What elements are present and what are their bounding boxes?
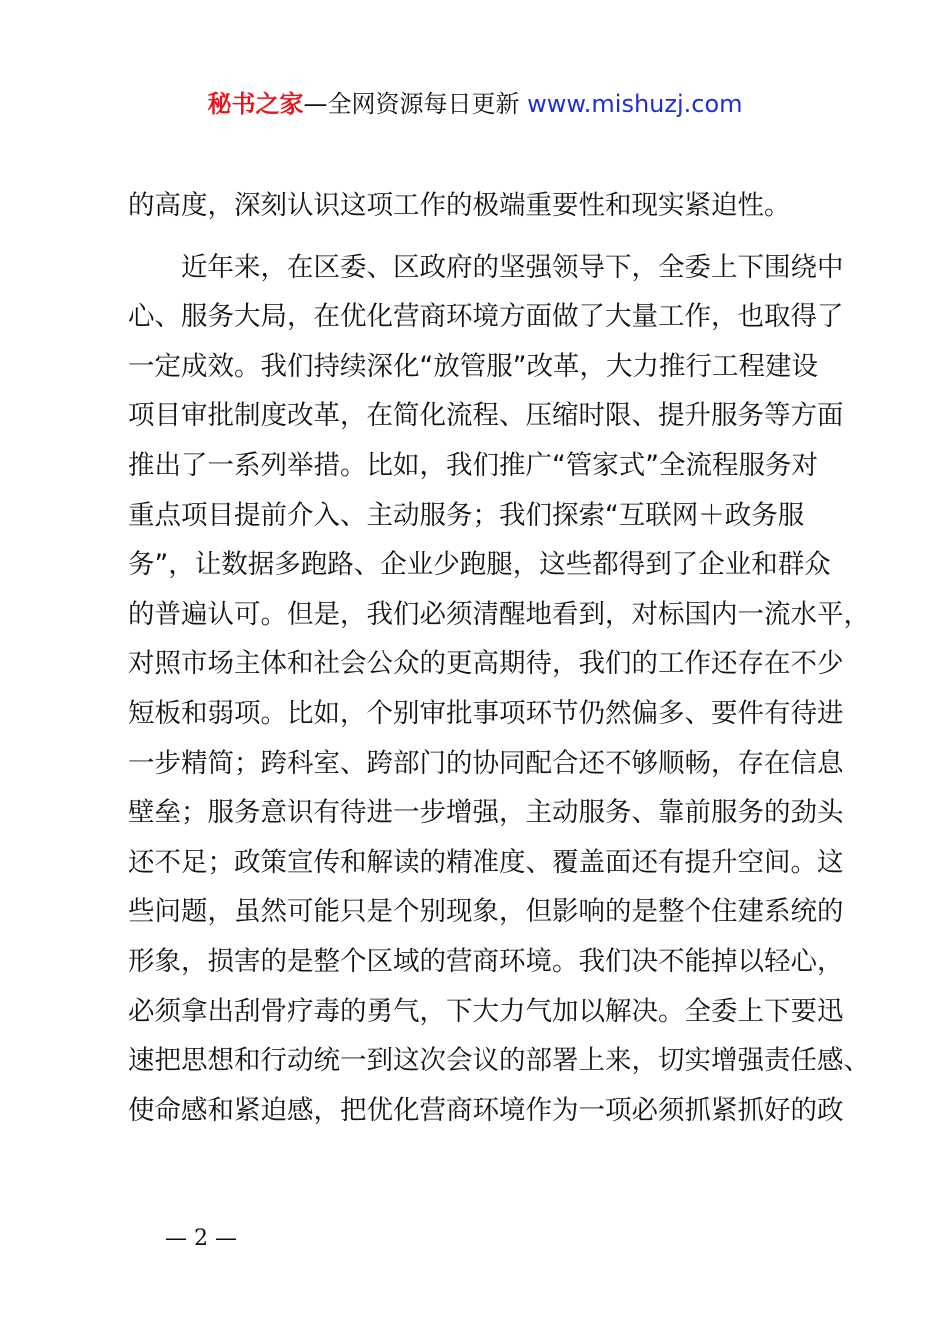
- paragraph: [128, 181, 838, 231]
- site-header: [0, 86, 950, 122]
- text-line: 必须拿出刮骨疗毒的勇气，下大力气加以解决。全委上下要迅: [128, 995, 844, 1027]
- text-line: 速把思想和行动统一到这次会议的部署上来，切实增强责任感、: [128, 1045, 870, 1077]
- document-body: [128, 181, 870, 1135]
- brand-name: 秘书之家: [207, 90, 304, 118]
- header-tagline: —全网资源每日更新: [303, 90, 520, 118]
- text-line: 一定成效。我们持续深化“放管服”改革，大力推行工程建设: [128, 350, 818, 382]
- text-line: 项目审批制度改革，在简化流程、压缩时限、提升服务等方面: [128, 400, 844, 432]
- text-line: 短板和弱项。比如，个别审批事项环节仍然偏多、要件有待进: [128, 697, 844, 729]
- text-line: 推出了一系列举措。比如，我们推广“管家式”全流程服务对: [128, 449, 818, 481]
- text-line: 形象，损害的是整个区域的营商环境。我们决不能掉以轻心，: [128, 945, 844, 977]
- text-line: 重点项目提前介入、主动服务；我们探索“互联网＋政务服: [128, 499, 805, 531]
- text-line: 近年来，在区委、区政府的坚强领导下，全委上下围绕中: [181, 251, 844, 283]
- page-number: — 2 —: [165, 1226, 237, 1251]
- site-url-link[interactable]: www.mishuzj.com: [527, 90, 743, 118]
- text-line: 还不足；政策宣传和解读的精准度、覆盖面还有提升空间。这: [128, 846, 844, 878]
- text-line: 壁垒；服务意识有待进一步增强，主动服务、靠前服务的劲头: [128, 797, 844, 829]
- text-line: 使命感和紧迫感，把优化营商环境作为一项必须抓紧抓好的政: [128, 1094, 844, 1126]
- text-line: 一步精简；跨科室、跨部门的协同配合还不够顺畅，存在信息: [128, 747, 844, 779]
- text-line: 心、服务大局，在优化营商环境方面做了大量工作，也取得了: [128, 301, 844, 333]
- text-line: 的普遍认可。但是，我们必须清醒地看到，对标国内一流水平，: [128, 598, 870, 630]
- text-line: 些问题，虽然可能只是个别现象，但影响的是整个住建系统的: [128, 896, 844, 928]
- text-line: 对照市场主体和社会公众的更高期待，我们的工作还存在不少: [128, 648, 844, 680]
- text-line: 的高度，深刻认识这项工作的极端重要性和现实紧迫性。: [128, 190, 791, 221]
- paragraph: [128, 243, 870, 1136]
- text-line: 务”，让数据多跑路、企业少跑腿，这些都得到了企业和群众: [128, 549, 831, 581]
